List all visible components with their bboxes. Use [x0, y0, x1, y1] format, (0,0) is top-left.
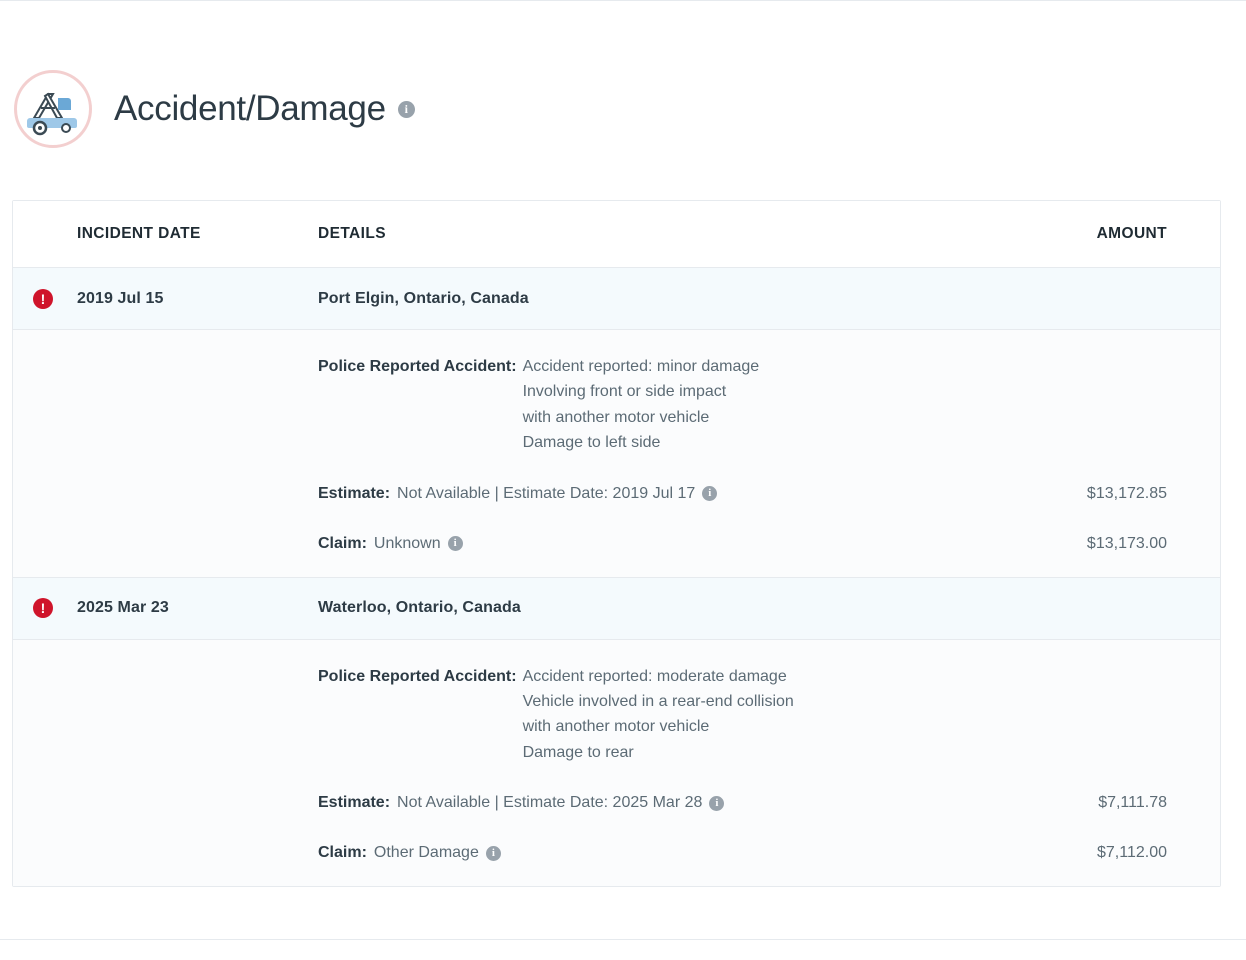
- claim-info-icon[interactable]: i: [486, 846, 501, 861]
- estimate-row: [13, 788, 1220, 818]
- incident-header-row: [13, 268, 1220, 330]
- police-report-label: Police Reported Accident:: [318, 358, 517, 375]
- claim-amount: $7,112.00: [1097, 844, 1167, 862]
- claim-label: Claim:: [318, 534, 367, 552]
- estimate-label: Estimate:: [318, 794, 391, 812]
- police-report-line: Accident reported: moderate damage: [522, 667, 787, 685]
- page-header: [14, 70, 415, 148]
- estimate-row: [13, 479, 1220, 509]
- claim-value: Unknown: [373, 534, 441, 552]
- police-report-line: Vehicle involved in a rear-end collision: [522, 692, 794, 710]
- claim-label: Claim:: [318, 844, 367, 862]
- police-report-label: Police Reported Accident:: [318, 667, 517, 685]
- police-report-lines: [517, 668, 794, 763]
- police-report-line: Accident reported: minor damage: [522, 358, 760, 375]
- column-header-amount: AMOUNT: [1096, 225, 1167, 242]
- alert-icon: !: [33, 289, 53, 309]
- claim-info-icon[interactable]: i: [448, 536, 463, 551]
- claim-amount: $13,173.00: [1086, 534, 1167, 552]
- estimate-info-icon[interactable]: i: [702, 486, 717, 501]
- police-report-row: [13, 662, 1220, 769]
- police-report-line: Involving front or side impact: [522, 383, 727, 401]
- police-report-lines: [517, 358, 760, 453]
- page-title: Accident/Damage: [114, 89, 386, 128]
- info-icon[interactable]: i: [398, 101, 415, 118]
- incident-header-row: [13, 578, 1220, 640]
- police-report-row: [13, 352, 1220, 459]
- claim-row: [13, 529, 1220, 559]
- incident-details-body: [13, 330, 1220, 578]
- estimate-value: Not Available | Estimate Date: 2025 Mar 28: [397, 794, 703, 812]
- incident-date: 2019 Jul 15: [77, 289, 164, 307]
- top-divider: [0, 0, 1246, 1]
- claim-row: [13, 838, 1220, 868]
- alert-icon: !: [33, 598, 53, 618]
- police-report-line: with another motor vehicle: [522, 408, 710, 426]
- incident-location: Waterloo, Ontario, Canada: [318, 599, 521, 617]
- estimate-label: Estimate:: [318, 484, 391, 502]
- column-header-incident-date: INCIDENT DATE: [77, 225, 201, 242]
- estimate-info-icon[interactable]: i: [709, 796, 724, 811]
- police-report-line: with another motor vehicle: [522, 718, 710, 736]
- incident-details-body: [13, 640, 1220, 887]
- police-report-line: Damage to rear: [522, 743, 634, 761]
- claim-value: Other Damage: [373, 844, 479, 862]
- bottom-divider: [0, 939, 1246, 940]
- estimate-amount: $13,172.85: [1086, 484, 1167, 502]
- incident-date: 2025 Mar 23: [77, 599, 169, 617]
- police-report-line: Damage to left side: [522, 434, 661, 452]
- tow-truck-icon: [14, 70, 92, 148]
- column-header-details: DETAILS: [318, 225, 386, 242]
- estimate-amount: $7,111.78: [1098, 794, 1167, 812]
- table-header-row: [13, 201, 1220, 268]
- estimate-value: Not Available | Estimate Date: 2019 Jul 17: [397, 484, 696, 502]
- incident-location: Port Elgin, Ontario, Canada: [318, 289, 529, 307]
- accident-damage-table: [12, 200, 1221, 887]
